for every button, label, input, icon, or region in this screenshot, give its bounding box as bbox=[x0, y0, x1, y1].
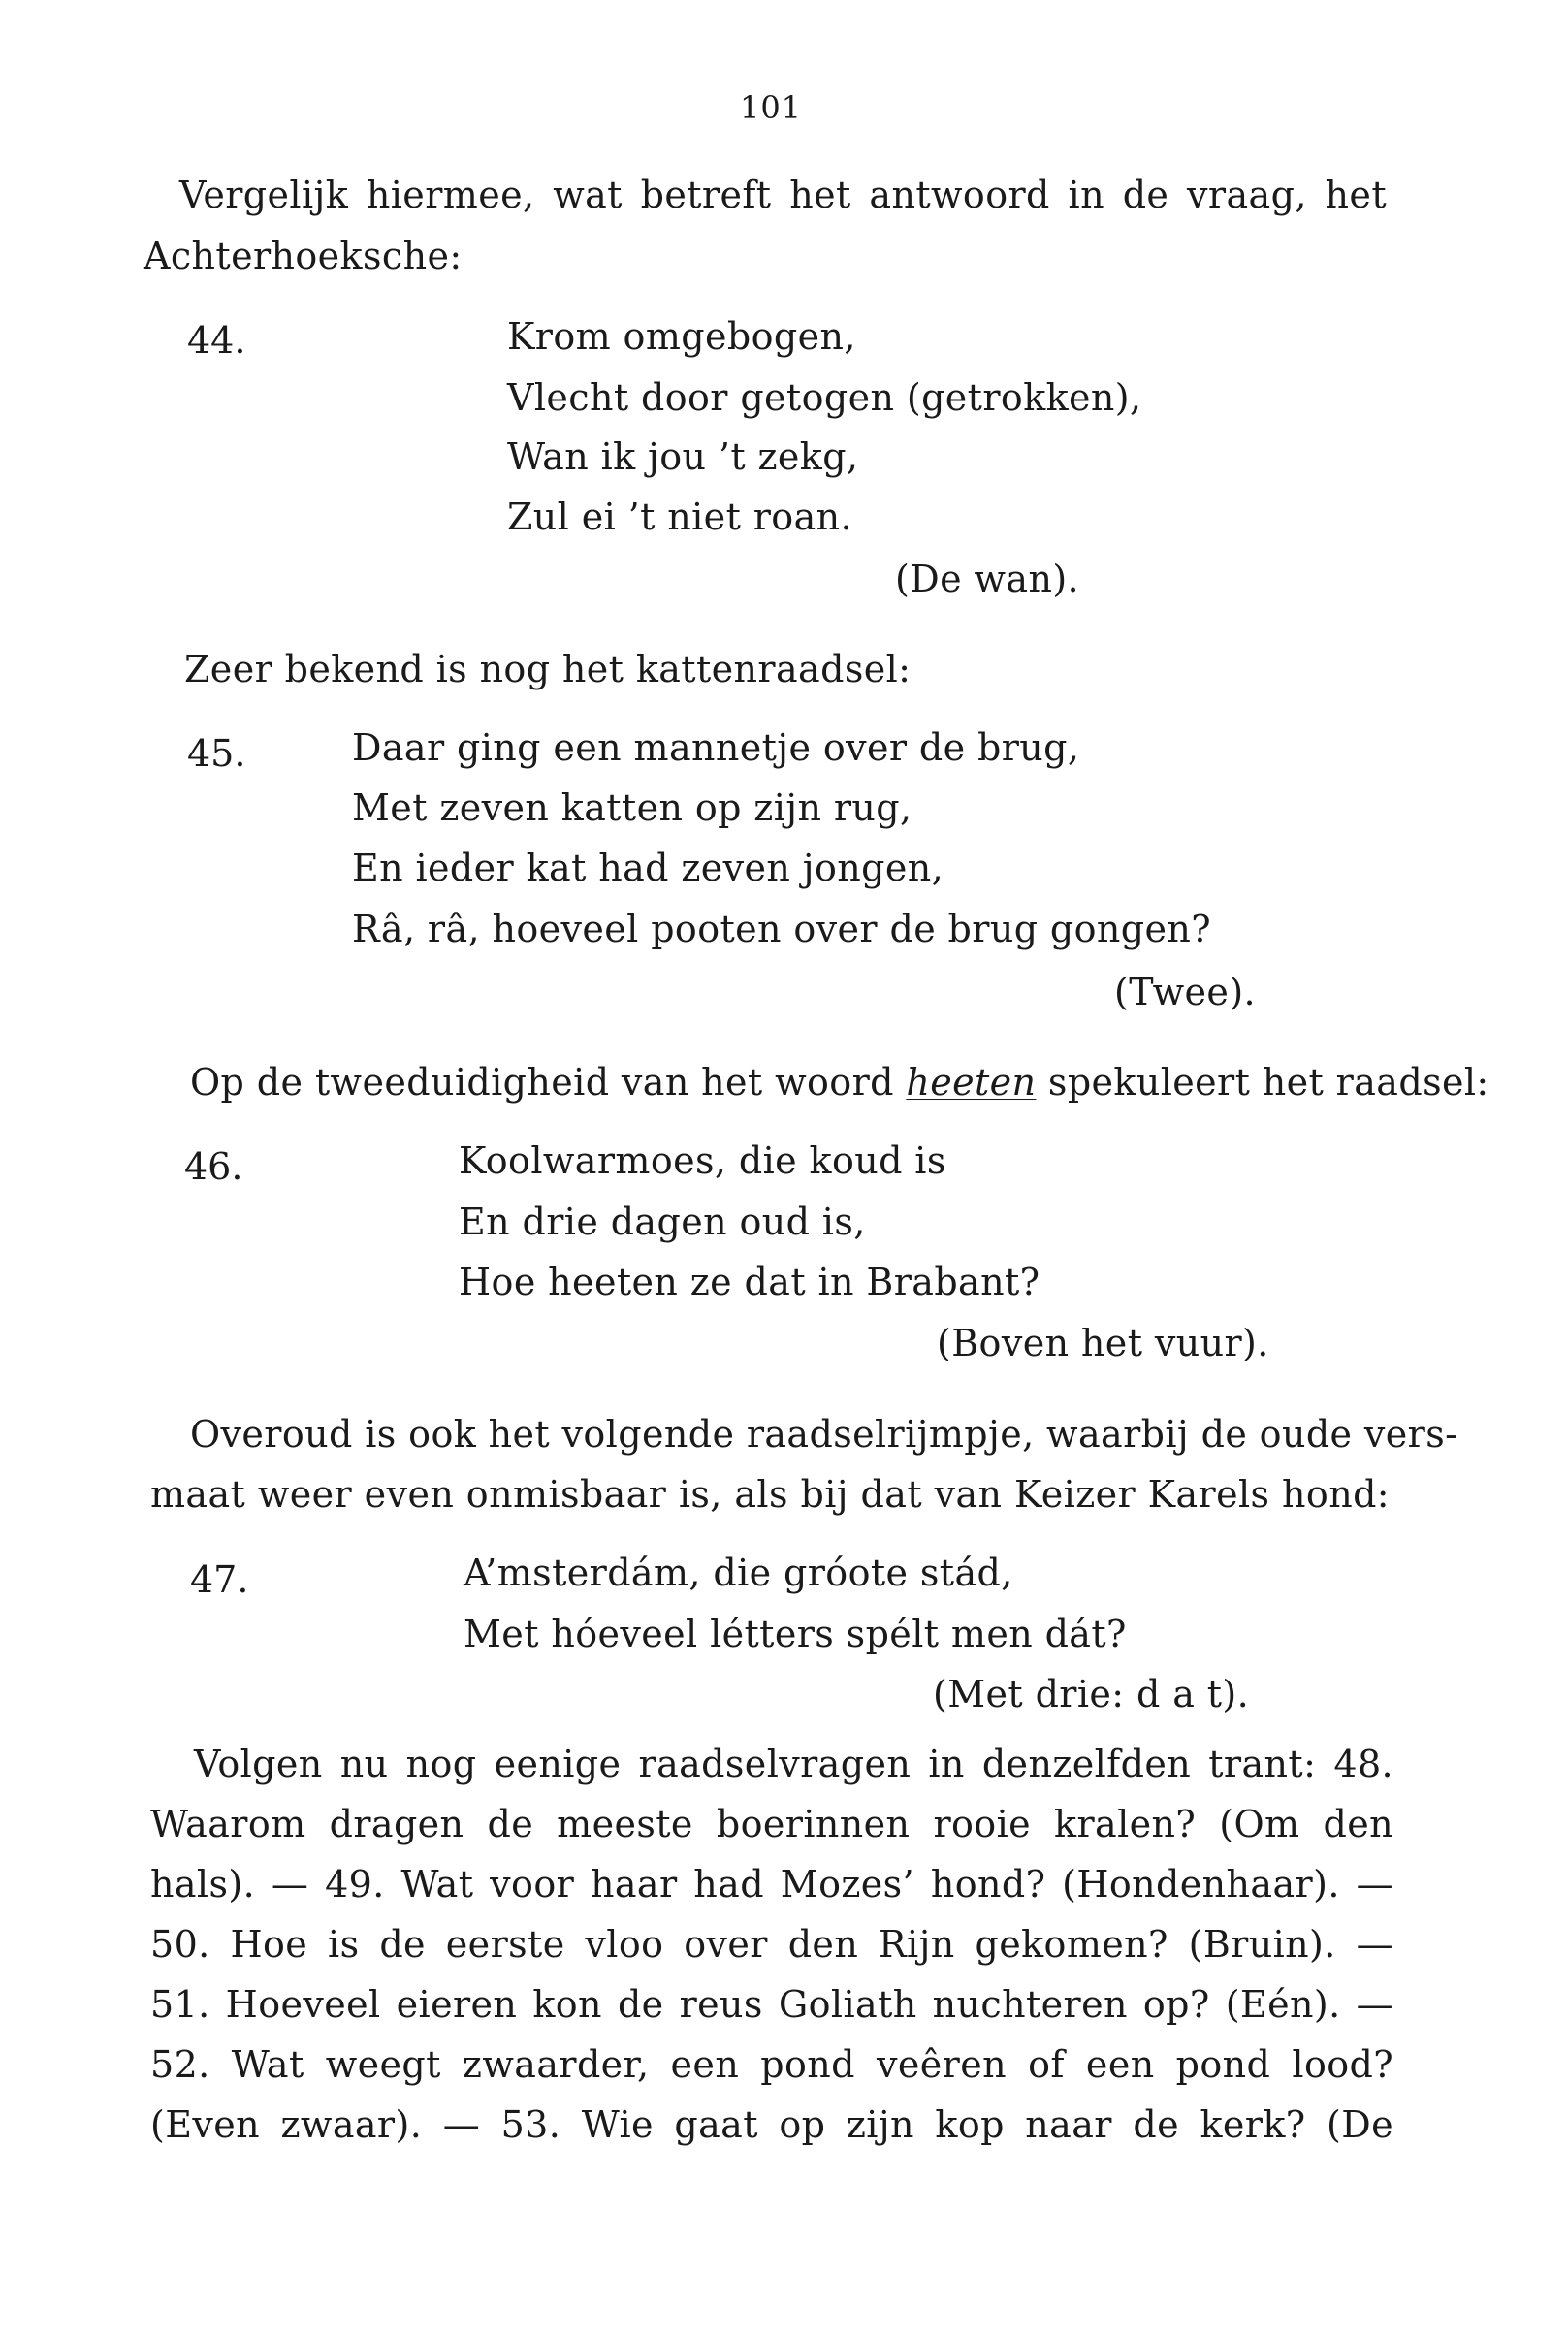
riddle-46-number: 46. bbox=[184, 1145, 243, 1188]
intro-achterhoek-line-2: Achterhoeksche: bbox=[144, 235, 463, 277]
riddle-44-line-1: Krom omgebogen, bbox=[507, 315, 856, 358]
closing-line-1: Volgen nu nog eenige raadselvragen in denzelfden trant: 48. bbox=[194, 1743, 1393, 1785]
intro-achterhoek-line-1: Vergelijk hiermee, wat betreft het antwoord in de vraag, het bbox=[179, 174, 1387, 216]
intro-overoud-line-1: Overoud is ook het volgende raadselrijmpje, waarbij de oude vers- bbox=[190, 1413, 1458, 1456]
riddle-44-line-2: Vlecht door getogen (getrokken), bbox=[507, 376, 1142, 419]
riddle-47-answer: (Met drie: d a t). bbox=[933, 1673, 1250, 1715]
closing-line-3: hals). — 49. Wat voor haar had Mozes’ hond? (Hondenhaar). — bbox=[150, 1863, 1393, 1906]
riddle-46-answer: (Boven het vuur). bbox=[937, 1322, 1269, 1364]
riddle-45-line-1: Daar ging een mannetje over de brug, bbox=[352, 726, 1080, 769]
riddle-47-line-2: Met hóeveel létters spélt men dát? bbox=[464, 1613, 1127, 1655]
closing-line-6: 52. Wat weegt zwaarder, een pond veêren of een pond lood? bbox=[150, 2043, 1393, 2086]
intro-overoud-line-2: maat weer even onmisbaar is, als bij dat van Keizer Karels hond: bbox=[150, 1473, 1390, 1516]
closing-line-5: 51. Hoeveel eieren kon de reus Goliath nuchteren op? (Eén). — bbox=[150, 1983, 1393, 2026]
intro-heeten-word: heeten bbox=[906, 1061, 1037, 1104]
riddle-44-answer: (De wan). bbox=[895, 558, 1080, 600]
riddle-44-number: 44. bbox=[187, 319, 246, 362]
riddle-44-line-3: Wan ik jou ’t zekg, bbox=[507, 435, 859, 478]
riddle-47-line-1: A’msterdám, die gróote stád, bbox=[464, 1552, 1013, 1594]
intro-katten: Zeer bekend is nog het kattenraadsel: bbox=[184, 648, 912, 690]
closing-line-2: Waarom dragen de meeste boerinnen rooie kralen? (Om den bbox=[150, 1803, 1393, 1845]
riddle-45-line-2: Met zeven katten op zijn rug, bbox=[352, 786, 912, 829]
intro-heeten bbox=[190, 1061, 1489, 1104]
riddle-46-line-3: Hoe heeten ze dat in Brabant? bbox=[459, 1261, 1040, 1303]
riddle-44-line-4: Zul ei ’t niet roan. bbox=[507, 496, 852, 538]
intro-heeten-before: Op de tweeduidigheid van het woord bbox=[190, 1061, 907, 1104]
closing-line-4: 50. Hoe is de eerste vloo over den Rijn gekomen? (Bruin). — bbox=[150, 1923, 1393, 1966]
closing-line-7: (Even zwaar). — 53. Wie gaat op zijn kop naar de kerk? (De bbox=[150, 2103, 1393, 2146]
riddle-45-line-3: En ieder kat had zeven jongen, bbox=[352, 847, 944, 889]
riddle-47-number: 47. bbox=[190, 1558, 249, 1601]
page-number: 101 bbox=[739, 89, 803, 126]
riddle-45-number: 45. bbox=[187, 732, 246, 775]
riddle-46-line-2: En drie dagen oud is, bbox=[459, 1201, 866, 1243]
riddle-45-line-4: Râ, râ, hoeveel pooten over de brug gongen? bbox=[352, 908, 1212, 950]
riddle-46-line-1: Koolwarmoes, die koud is bbox=[459, 1139, 946, 1182]
intro-heeten-after: spekuleert het raadsel: bbox=[1036, 1061, 1489, 1104]
riddle-45-answer: (Twee). bbox=[1114, 971, 1257, 1013]
